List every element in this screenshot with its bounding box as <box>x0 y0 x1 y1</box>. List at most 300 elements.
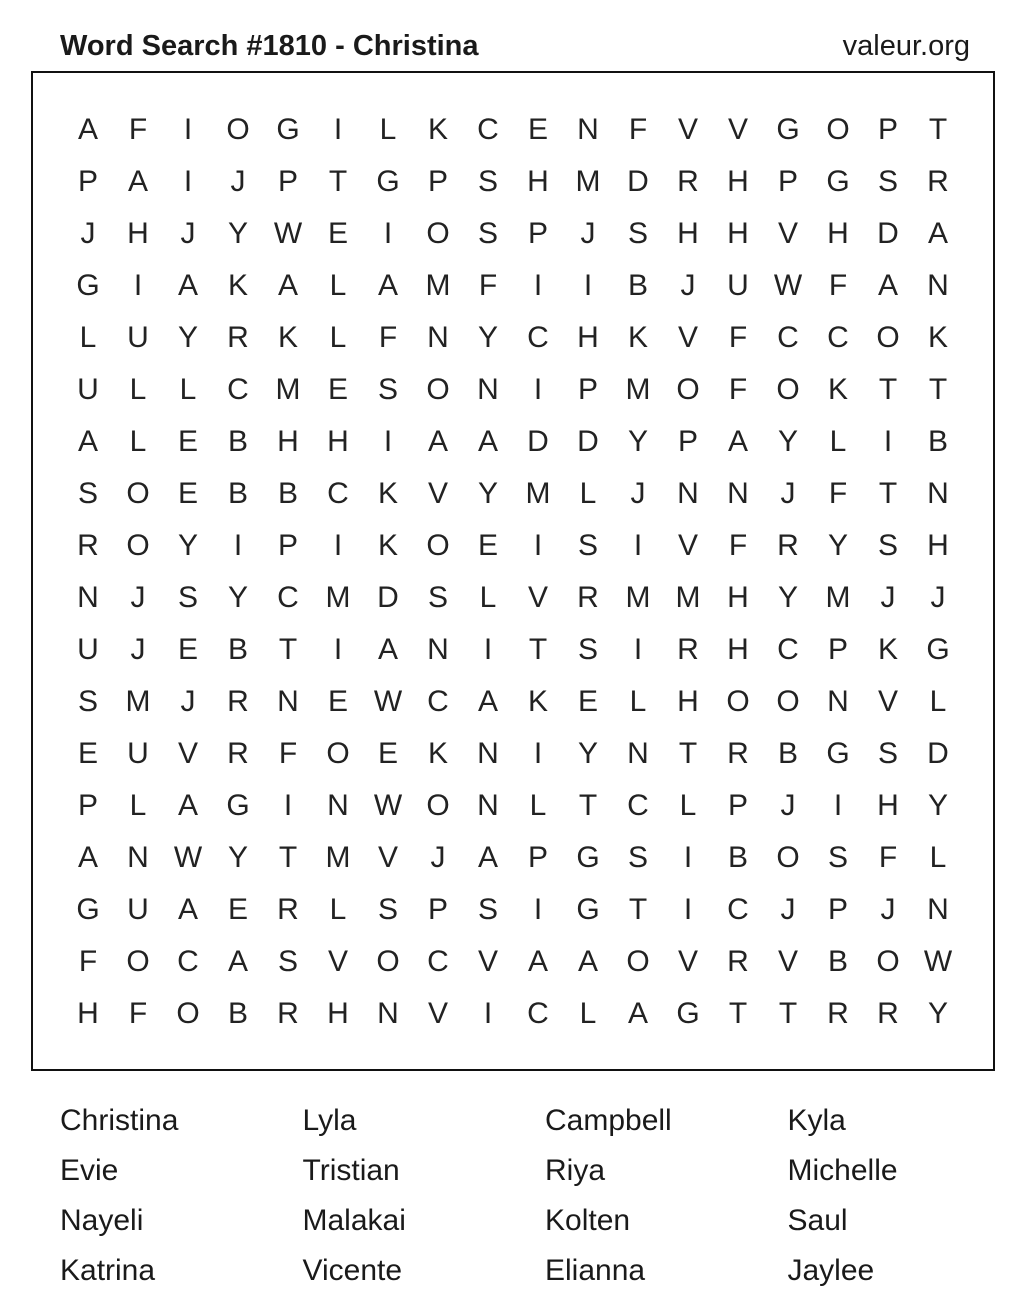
grid-letter[interactable]: N <box>927 477 949 510</box>
grid-letter[interactable]: M <box>525 477 551 510</box>
grid-letter[interactable]: J <box>680 269 696 302</box>
grid-letter[interactable]: I <box>633 633 643 666</box>
grid-letter[interactable]: P <box>727 789 748 822</box>
grid-letter[interactable]: F <box>728 321 748 354</box>
grid-letter[interactable]: M <box>425 269 451 302</box>
grid-letter[interactable]: V <box>377 841 398 874</box>
grid-letter[interactable]: K <box>277 321 298 354</box>
grid-letter[interactable]: C <box>527 321 549 354</box>
grid-letter[interactable]: J <box>580 217 596 250</box>
grid-letter[interactable]: C <box>427 685 449 718</box>
grid-letter[interactable]: I <box>283 789 293 822</box>
grid-letter[interactable]: W <box>923 945 953 978</box>
grid-letter[interactable]: C <box>527 997 549 1030</box>
grid-letter[interactable]: J <box>430 841 446 874</box>
grid-letter[interactable]: N <box>677 477 699 510</box>
grid-letter[interactable]: U <box>77 633 99 666</box>
grid-letter[interactable]: B <box>777 737 798 770</box>
grid-letter[interactable]: A <box>377 633 398 666</box>
grid-letter[interactable]: S <box>877 737 898 770</box>
grid-letter[interactable]: V <box>327 945 348 978</box>
grid-letter[interactable]: A <box>477 685 498 718</box>
grid-letter[interactable]: K <box>427 113 448 146</box>
grid-letter[interactable]: F <box>828 477 848 510</box>
grid-letter[interactable]: T <box>578 789 598 822</box>
grid-letter[interactable]: K <box>827 373 848 406</box>
grid-letter[interactable]: B <box>727 841 748 874</box>
grid-letter[interactable]: E <box>227 893 248 926</box>
grid-letter[interactable]: O <box>776 373 800 406</box>
grid-letter[interactable]: A <box>377 269 398 302</box>
grid-letter[interactable]: O <box>426 373 450 406</box>
grid-letter[interactable]: M <box>625 373 651 406</box>
grid-letter[interactable]: E <box>477 529 498 562</box>
grid-letter[interactable]: W <box>373 685 403 718</box>
grid-letter[interactable]: I <box>583 269 593 302</box>
grid-letter[interactable]: W <box>173 841 203 874</box>
grid-letter[interactable]: L <box>529 789 547 822</box>
grid-letter[interactable]: T <box>678 737 698 770</box>
grid-letter[interactable]: H <box>927 529 949 562</box>
grid-letter[interactable]: P <box>877 113 898 146</box>
grid-letter[interactable]: C <box>827 321 849 354</box>
grid-letter[interactable]: E <box>527 113 548 146</box>
grid-letter[interactable]: N <box>727 477 749 510</box>
grid-letter[interactable]: F <box>878 841 898 874</box>
grid-letter[interactable]: O <box>626 945 650 978</box>
grid-letter[interactable]: H <box>677 685 699 718</box>
grid-letter[interactable]: V <box>527 581 548 614</box>
grid-letter[interactable]: F <box>378 321 398 354</box>
grid-letter[interactable]: O <box>426 789 450 822</box>
grid-letter[interactable]: J <box>880 893 896 926</box>
grid-letter[interactable]: V <box>427 997 448 1030</box>
grid-letter[interactable]: H <box>77 997 99 1030</box>
grid-letter[interactable]: T <box>728 997 748 1030</box>
grid-letter[interactable]: M <box>825 581 851 614</box>
grid-letter[interactable]: K <box>927 321 948 354</box>
grid-letter[interactable]: W <box>273 217 303 250</box>
grid-letter[interactable]: Y <box>227 841 248 874</box>
grid-letter[interactable]: V <box>677 113 698 146</box>
grid-letter[interactable]: G <box>276 113 300 146</box>
grid-letter[interactable]: I <box>333 633 343 666</box>
grid-letter[interactable]: G <box>226 789 250 822</box>
grid-letter[interactable]: J <box>130 633 146 666</box>
grid-letter[interactable]: N <box>827 685 849 718</box>
grid-letter[interactable]: E <box>177 477 198 510</box>
grid-letter[interactable]: C <box>227 373 249 406</box>
grid-letter[interactable]: I <box>483 997 493 1030</box>
grid-letter[interactable]: C <box>327 477 349 510</box>
grid-letter[interactable]: N <box>377 997 399 1030</box>
grid-letter[interactable]: A <box>427 425 448 458</box>
grid-letter[interactable]: N <box>477 373 499 406</box>
grid-letter[interactable]: C <box>477 113 499 146</box>
grid-letter[interactable]: V <box>877 685 898 718</box>
grid-letter[interactable]: R <box>727 737 749 770</box>
grid-letter[interactable]: N <box>577 113 599 146</box>
grid-letter[interactable]: P <box>827 893 848 926</box>
grid-letter[interactable]: O <box>226 113 250 146</box>
grid-letter[interactable]: N <box>477 789 499 822</box>
grid-letter[interactable]: L <box>379 113 397 146</box>
grid-letter[interactable]: M <box>675 581 701 614</box>
grid-letter[interactable]: B <box>227 425 248 458</box>
grid-letter[interactable]: Y <box>777 581 798 614</box>
grid-letter[interactable]: Y <box>177 529 198 562</box>
grid-letter[interactable]: G <box>926 633 950 666</box>
grid-letter[interactable]: H <box>127 217 149 250</box>
grid-letter[interactable]: A <box>727 425 748 458</box>
grid-letter[interactable]: T <box>928 373 948 406</box>
grid-letter[interactable]: C <box>277 581 299 614</box>
grid-letter[interactable]: T <box>928 113 948 146</box>
grid-letter[interactable]: I <box>483 633 493 666</box>
grid-letter[interactable]: R <box>227 737 249 770</box>
grid-letter[interactable]: J <box>780 893 796 926</box>
grid-letter[interactable]: E <box>327 217 348 250</box>
grid-letter[interactable]: F <box>628 113 648 146</box>
grid-letter[interactable]: U <box>727 269 749 302</box>
grid-letter[interactable]: O <box>126 477 150 510</box>
grid-letter[interactable]: Y <box>627 425 648 458</box>
grid-letter[interactable]: B <box>827 945 848 978</box>
grid-letter[interactable]: V <box>777 217 798 250</box>
grid-letter[interactable]: T <box>278 633 298 666</box>
grid-letter[interactable]: T <box>328 165 348 198</box>
grid-letter[interactable]: S <box>77 477 98 510</box>
grid-letter[interactable]: I <box>233 529 243 562</box>
grid-letter[interactable]: H <box>827 217 849 250</box>
grid-letter[interactable]: A <box>577 945 598 978</box>
grid-letter[interactable]: E <box>177 425 198 458</box>
grid-letter[interactable]: A <box>177 893 198 926</box>
grid-letter[interactable]: I <box>183 165 193 198</box>
grid-letter[interactable]: P <box>427 893 448 926</box>
grid-letter[interactable]: I <box>533 269 543 302</box>
grid-letter[interactable]: G <box>576 893 600 926</box>
grid-letter[interactable]: O <box>426 529 450 562</box>
grid-letter[interactable]: L <box>479 581 497 614</box>
grid-letter[interactable]: J <box>130 581 146 614</box>
grid-letter[interactable]: I <box>333 113 343 146</box>
grid-letter[interactable]: N <box>427 321 449 354</box>
grid-letter[interactable]: I <box>533 373 543 406</box>
grid-letter[interactable]: S <box>277 945 298 978</box>
grid-letter[interactable]: P <box>277 529 298 562</box>
grid-letter[interactable]: S <box>477 893 498 926</box>
grid-letter[interactable]: A <box>477 841 498 874</box>
grid-letter[interactable]: E <box>377 737 398 770</box>
grid-letter[interactable]: H <box>277 425 299 458</box>
grid-letter[interactable]: B <box>227 997 248 1030</box>
grid-letter[interactable]: K <box>877 633 898 666</box>
grid-letter[interactable]: J <box>630 477 646 510</box>
grid-letter[interactable]: F <box>128 997 148 1030</box>
grid-letter[interactable]: K <box>377 477 398 510</box>
grid-letter[interactable]: F <box>728 373 748 406</box>
grid-letter[interactable]: G <box>76 893 100 926</box>
grid-letter[interactable]: O <box>426 217 450 250</box>
grid-letter[interactable]: F <box>728 529 748 562</box>
grid-letter[interactable]: T <box>878 373 898 406</box>
grid-letter[interactable]: G <box>776 113 800 146</box>
grid-letter[interactable]: Y <box>927 789 948 822</box>
grid-letter[interactable]: E <box>177 633 198 666</box>
grid-letter[interactable]: D <box>927 737 949 770</box>
grid-letter[interactable]: S <box>77 685 98 718</box>
grid-letter[interactable]: R <box>577 581 599 614</box>
grid-letter[interactable]: E <box>577 685 598 718</box>
grid-letter[interactable]: V <box>677 321 698 354</box>
grid-letter[interactable]: J <box>180 217 196 250</box>
grid-letter[interactable]: A <box>77 425 98 458</box>
grid-letter[interactable]: O <box>176 997 200 1030</box>
grid-letter[interactable]: I <box>183 113 193 146</box>
grid-letter[interactable]: L <box>579 997 597 1030</box>
grid-letter[interactable]: O <box>876 321 900 354</box>
grid-letter[interactable]: K <box>527 685 548 718</box>
grid-letter[interactable]: O <box>726 685 750 718</box>
grid-letter[interactable]: J <box>80 217 96 250</box>
grid-letter[interactable]: K <box>627 321 648 354</box>
grid-letter[interactable]: L <box>329 269 347 302</box>
grid-letter[interactable]: V <box>477 945 498 978</box>
grid-letter[interactable]: P <box>427 165 448 198</box>
grid-letter[interactable]: S <box>577 633 598 666</box>
grid-letter[interactable]: M <box>275 373 301 406</box>
grid-letter[interactable]: W <box>773 269 803 302</box>
grid-letter[interactable]: F <box>278 737 298 770</box>
grid-letter[interactable]: I <box>383 217 393 250</box>
grid-letter[interactable]: R <box>677 633 699 666</box>
grid-letter[interactable]: B <box>277 477 298 510</box>
grid-letter[interactable]: B <box>227 633 248 666</box>
grid-letter[interactable]: W <box>373 789 403 822</box>
grid-letter[interactable]: A <box>927 217 948 250</box>
grid-letter[interactable]: L <box>579 477 597 510</box>
grid-letter[interactable]: L <box>929 685 947 718</box>
grid-letter[interactable]: V <box>727 113 748 146</box>
grid-letter[interactable]: A <box>177 269 198 302</box>
grid-letter[interactable]: L <box>79 321 97 354</box>
grid-letter[interactable]: L <box>129 789 147 822</box>
grid-letter[interactable]: J <box>930 581 946 614</box>
grid-letter[interactable]: E <box>327 373 348 406</box>
grid-letter[interactable]: J <box>780 477 796 510</box>
grid-letter[interactable]: H <box>577 321 599 354</box>
grid-letter[interactable]: Y <box>827 529 848 562</box>
grid-letter[interactable]: D <box>377 581 399 614</box>
grid-letter[interactable]: N <box>627 737 649 770</box>
grid-letter[interactable]: T <box>778 997 798 1030</box>
grid-letter[interactable]: A <box>227 945 248 978</box>
grid-letter[interactable]: I <box>333 529 343 562</box>
grid-letter[interactable]: L <box>179 373 197 406</box>
grid-letter[interactable]: S <box>427 581 448 614</box>
grid-letter[interactable]: I <box>833 789 843 822</box>
grid-letter[interactable]: A <box>277 269 298 302</box>
grid-letter[interactable]: C <box>777 321 799 354</box>
grid-letter[interactable]: H <box>877 789 899 822</box>
grid-letter[interactable]: K <box>227 269 248 302</box>
grid-letter[interactable]: C <box>177 945 199 978</box>
grid-letter[interactable]: S <box>877 529 898 562</box>
grid-letter[interactable]: P <box>77 165 98 198</box>
grid-letter[interactable]: O <box>376 945 400 978</box>
grid-letter[interactable]: O <box>876 945 900 978</box>
grid-letter[interactable]: S <box>177 581 198 614</box>
grid-letter[interactable]: B <box>227 477 248 510</box>
grid-letter[interactable]: T <box>628 893 648 926</box>
grid-letter[interactable]: I <box>683 893 693 926</box>
grid-letter[interactable]: R <box>827 997 849 1030</box>
grid-letter[interactable]: L <box>829 425 847 458</box>
grid-letter[interactable]: O <box>326 737 350 770</box>
grid-letter[interactable]: D <box>627 165 649 198</box>
grid-letter[interactable]: N <box>477 737 499 770</box>
grid-letter[interactable]: O <box>126 945 150 978</box>
grid-letter[interactable]: P <box>277 165 298 198</box>
grid-letter[interactable]: C <box>627 789 649 822</box>
grid-letter[interactable]: H <box>727 581 749 614</box>
grid-letter[interactable]: A <box>527 945 548 978</box>
grid-letter[interactable]: J <box>780 789 796 822</box>
grid-letter[interactable]: D <box>877 217 899 250</box>
grid-letter[interactable]: L <box>679 789 697 822</box>
grid-letter[interactable]: E <box>327 685 348 718</box>
grid-letter[interactable]: L <box>629 685 647 718</box>
grid-letter[interactable]: B <box>627 269 648 302</box>
grid-letter[interactable]: G <box>76 269 100 302</box>
grid-letter[interactable]: K <box>377 529 398 562</box>
grid-letter[interactable]: L <box>129 373 147 406</box>
grid-letter[interactable]: N <box>427 633 449 666</box>
grid-letter[interactable]: R <box>927 165 949 198</box>
grid-letter[interactable]: R <box>777 529 799 562</box>
grid-letter[interactable]: O <box>676 373 700 406</box>
grid-letter[interactable]: H <box>677 217 699 250</box>
grid-letter[interactable]: G <box>376 165 400 198</box>
grid-letter[interactable]: S <box>827 841 848 874</box>
grid-letter[interactable]: S <box>377 373 398 406</box>
grid-letter[interactable]: G <box>676 997 700 1030</box>
grid-letter[interactable]: S <box>477 217 498 250</box>
grid-letter[interactable]: O <box>776 841 800 874</box>
grid-letter[interactable]: F <box>828 269 848 302</box>
grid-letter[interactable]: C <box>777 633 799 666</box>
grid-letter[interactable]: A <box>477 425 498 458</box>
grid-letter[interactable]: F <box>128 113 148 146</box>
grid-letter[interactable]: R <box>227 321 249 354</box>
grid-letter[interactable]: H <box>327 997 349 1030</box>
grid-letter[interactable]: S <box>627 217 648 250</box>
grid-letter[interactable]: T <box>278 841 298 874</box>
grid-letter[interactable]: G <box>576 841 600 874</box>
grid-letter[interactable]: R <box>727 945 749 978</box>
grid-letter[interactable]: D <box>527 425 549 458</box>
grid-letter[interactable]: Y <box>927 997 948 1030</box>
grid-letter[interactable]: M <box>575 165 601 198</box>
grid-letter[interactable]: A <box>627 997 648 1030</box>
grid-letter[interactable]: P <box>827 633 848 666</box>
grid-letter[interactable]: R <box>227 685 249 718</box>
grid-letter[interactable]: N <box>277 685 299 718</box>
grid-letter[interactable]: R <box>877 997 899 1030</box>
grid-letter[interactable]: P <box>677 425 698 458</box>
grid-letter[interactable]: Y <box>227 581 248 614</box>
grid-letter[interactable]: L <box>329 893 347 926</box>
grid-letter[interactable]: M <box>325 581 351 614</box>
grid-letter[interactable]: O <box>126 529 150 562</box>
grid-letter[interactable]: T <box>878 477 898 510</box>
grid-letter[interactable]: H <box>727 633 749 666</box>
grid-letter[interactable]: Y <box>477 477 498 510</box>
grid-letter[interactable]: V <box>677 529 698 562</box>
grid-letter[interactable]: J <box>880 581 896 614</box>
grid-letter[interactable]: V <box>677 945 698 978</box>
grid-letter[interactable]: F <box>478 269 498 302</box>
grid-letter[interactable]: M <box>125 685 151 718</box>
grid-letter[interactable]: A <box>877 269 898 302</box>
grid-letter[interactable]: I <box>533 893 543 926</box>
grid-letter[interactable]: Y <box>477 321 498 354</box>
grid-letter[interactable]: S <box>627 841 648 874</box>
grid-letter[interactable]: A <box>127 165 148 198</box>
grid-letter[interactable]: H <box>727 217 749 250</box>
grid-letter[interactable]: Y <box>227 217 248 250</box>
grid-letter[interactable]: V <box>177 737 198 770</box>
grid-letter[interactable]: C <box>727 893 749 926</box>
grid-letter[interactable]: M <box>625 581 651 614</box>
grid-letter[interactable]: G <box>826 165 850 198</box>
grid-letter[interactable]: N <box>927 893 949 926</box>
grid-letter[interactable]: U <box>127 321 149 354</box>
grid-letter[interactable]: Y <box>577 737 598 770</box>
grid-letter[interactable]: T <box>528 633 548 666</box>
grid-letter[interactable]: A <box>77 113 98 146</box>
grid-letter[interactable]: Y <box>177 321 198 354</box>
grid-letter[interactable]: O <box>826 113 850 146</box>
grid-letter[interactable]: Y <box>777 425 798 458</box>
grid-letter[interactable]: P <box>527 841 548 874</box>
grid-letter[interactable]: S <box>577 529 598 562</box>
grid-letter[interactable]: V <box>427 477 448 510</box>
grid-letter[interactable]: P <box>577 373 598 406</box>
grid-letter[interactable]: L <box>929 841 947 874</box>
grid-letter[interactable]: N <box>77 581 99 614</box>
grid-letter[interactable]: I <box>533 737 543 770</box>
grid-letter[interactable]: V <box>777 945 798 978</box>
grid-letter[interactable]: R <box>277 997 299 1030</box>
grid-letter[interactable]: K <box>427 737 448 770</box>
grid-letter[interactable]: E <box>77 737 98 770</box>
grid-letter[interactable]: N <box>327 789 349 822</box>
grid-letter[interactable]: P <box>77 789 98 822</box>
grid-letter[interactable]: S <box>377 893 398 926</box>
grid-letter[interactable]: S <box>877 165 898 198</box>
grid-letter[interactable]: N <box>927 269 949 302</box>
grid-letter[interactable]: G <box>826 737 850 770</box>
grid-letter[interactable]: P <box>777 165 798 198</box>
grid-letter[interactable]: I <box>383 425 393 458</box>
grid-letter[interactable]: I <box>133 269 143 302</box>
grid-letter[interactable]: J <box>230 165 246 198</box>
grid-letter[interactable]: B <box>927 425 948 458</box>
grid-letter[interactable]: R <box>77 529 99 562</box>
grid-letter[interactable]: I <box>683 841 693 874</box>
